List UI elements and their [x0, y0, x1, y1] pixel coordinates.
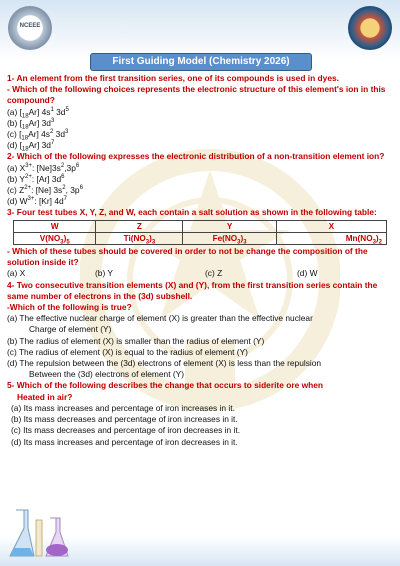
q1-option-a: (a) $[_{18}Ar]$ $4s^1$ $3d^5$ [7, 106, 69, 120]
q3-option-c: (c) Z [205, 268, 223, 279]
q3-option-d: (d) W [297, 268, 318, 279]
question-1-stem: 1- An element from the first transition series, one of its compounds is used in dyes. [7, 73, 339, 83]
left-logo-icon [8, 6, 52, 50]
q3-options [7, 268, 391, 279]
page-title: First Guiding Model (Chemistry 2026) [90, 53, 312, 71]
q2-option-d: (d) $W^{3+}$: [Kr] $4d^7$ [7, 196, 67, 207]
q3-option-a: (a) X [7, 268, 26, 279]
table-cell: $Fe(NO_3)_3$ [183, 232, 276, 244]
q4-option-a: (a) The effective nuclear charge of element (X) is greater than the effective nuclear [7, 313, 313, 324]
salt-table [13, 220, 387, 245]
q5-option-d: (d) Its mass increases and percentage of iron decreases in it. [11, 436, 238, 447]
table-cell: $V(NO_3)_5$ [14, 232, 96, 244]
table-header: X [276, 220, 386, 232]
q4-option-c: (c) The radius of element (X) is equal to the radius of element (Y) [7, 346, 248, 357]
q5-option-b: (b) Its mass decreases and percentage of iron increases in it. [11, 414, 238, 425]
q3-option-b: (b) Y [95, 268, 113, 279]
table-header: Y [183, 220, 276, 232]
question-2-stem: 2- Which of the following expresses the electronic distribution of a non-transition element ion? [7, 151, 385, 162]
q2-option-c: (c) $Z^{2+}$: [Ne] $3s^2$, $3p^6$ [7, 185, 83, 196]
question-5-stem-cont: Heated in air? [17, 391, 73, 402]
q1-option-d: (d) $[_{18}Ar]$ $3d^7$ [7, 140, 55, 153]
table-header: Z [96, 220, 183, 232]
question-1-sub: - Which of the following choices represents the electronic structure of this element's ion in this compound? [7, 84, 386, 106]
question-4-sub: -Which of the following is true? [7, 302, 132, 313]
top-frame [0, 0, 400, 60]
logo-text: NCEEE [19, 23, 41, 29]
q4-option-a-cont: Charge of element (Y) [29, 324, 112, 335]
q2-option-a: (a) $X^{3+}$: $[Ne]3s^2,3p^6$ [7, 162, 80, 173]
q4-option-d-cont: Between the (3d) electrons of element (Y) [29, 369, 185, 380]
q1-option-c: (c) $[_{18}Ar]$ $4s^2$ $3d^3$ [7, 129, 69, 142]
right-logo-icon [348, 6, 392, 50]
q4-option-b: (b) The radius of element (X) is smaller than the radius of element (Y) [7, 335, 265, 346]
q5-option-c: (c) Its mass decreases and percentage of iron decreases in it. [11, 425, 241, 436]
table-cell: $Ti(NO_3)_3$ [96, 232, 183, 244]
q1-option-b: (b) $[_{18}Ar]$ $3d^3$ [7, 117, 55, 131]
table-cell: $Mn(NO_3)_2$ [276, 232, 386, 244]
q5-option-a: (a) Its mass increases and percentage of iron increases in it. [11, 402, 235, 413]
question-3-stem: 3- Four test tubes X, Y, Z, and W, each contain a salt solution as shown in the following table: [7, 207, 377, 218]
lab-flask-icon [6, 500, 86, 560]
question-3-sub: - Which of these tubes should be covered in order to not be change the composition of the solution inside it? [7, 246, 368, 268]
q4-option-d: (d) The repulsion between the (3d) electrons of element (X) is less than the repulsion [7, 358, 322, 369]
document-body [7, 73, 391, 448]
question-5-stem: 5- Which of the following describes the change that occurs to siderite ore when [7, 380, 323, 391]
table-header: W [14, 220, 96, 232]
question-4-stem: 4- Two consecutive transition elements (X) and (Y), from the first transition series contain the same number of electrons in the (3d) subshell. [7, 279, 378, 301]
q2-option-b: (b) $Y^{2+}$: [Ar] $3d^6$ [7, 173, 65, 184]
